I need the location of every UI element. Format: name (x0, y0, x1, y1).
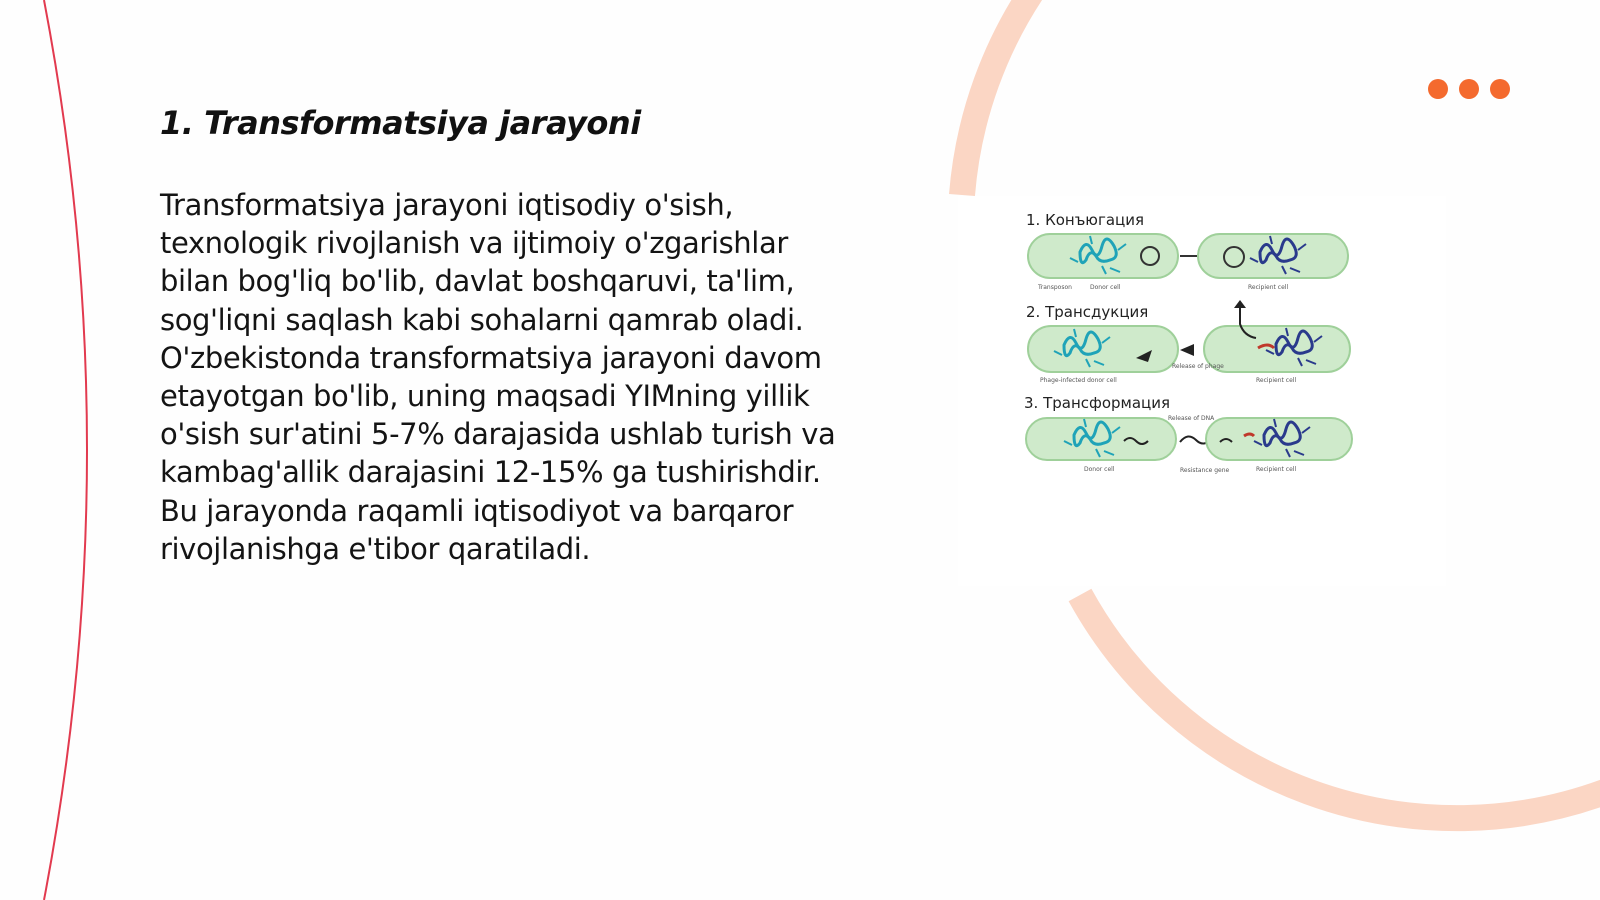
panel2-caption-recipient: Recipient cell (1256, 377, 1297, 384)
panel3-donor-cell (1026, 418, 1176, 460)
gene-transfer-diagram (958, 196, 1446, 586)
panel1-caption-donor: Donor cell (1090, 284, 1121, 291)
panel1-caption-recipient: Recipient cell (1248, 284, 1289, 291)
dot-2 (1459, 79, 1479, 99)
dot-3 (1490, 79, 1510, 99)
gene-transfer-figure (958, 196, 1446, 586)
peach-arc-decoration (962, 0, 1040, 195)
panel2-caption-donor: Phage-infected donor cell (1040, 377, 1117, 384)
panel3-caption-donor: Donor cell (1084, 466, 1115, 473)
panel3-caption-recipient: Recipient cell (1256, 466, 1297, 473)
menu-dots (1428, 79, 1510, 99)
left-red-line (44, 0, 87, 900)
peach-arc-bottom-decoration (1080, 595, 1600, 818)
panel1-recipient-cell (1198, 234, 1348, 278)
panel3-label: 3. Трансформация (1024, 394, 1171, 412)
slide-title: 1. Transformatsiya jarayoni (160, 104, 641, 142)
slide-body-text: Transformatsiya jarayoni iqtisodiy o'sish, texnologik rivojlanish va ijtimoiy o'zgarishlar bilan bog'liq bo'lib, davlat boshqaruvi, ta'lim, sog'liqni saqlash kabi sohalarni qamrab oladi. O'zbekistonda transformatsiya jarayoni davom etayotgan bo'lib, uning maqsadi YIMning yillik o'sish sur'atini 5-7% darajasida ushlab turish va kambag'allik darajasini 12-15% ga tushirishdir. Bu jarayonda raqamli iqtisodiyot va barqaror rivojlanishga e'tibor qaratiladi. (160, 188, 836, 566)
panel1-label: 1. Конъюгация (1026, 211, 1144, 229)
panel1-caption-transposon: Transposon (1038, 284, 1072, 291)
dot-1 (1428, 79, 1448, 99)
panel2-caption-release: Release of phage (1172, 363, 1224, 370)
panel3-caption-release: Release of DNA (1168, 415, 1215, 422)
panel3-caption-resistance: Resistance gene (1180, 467, 1230, 474)
panel2-label: 2. Трансдукция (1026, 303, 1149, 321)
